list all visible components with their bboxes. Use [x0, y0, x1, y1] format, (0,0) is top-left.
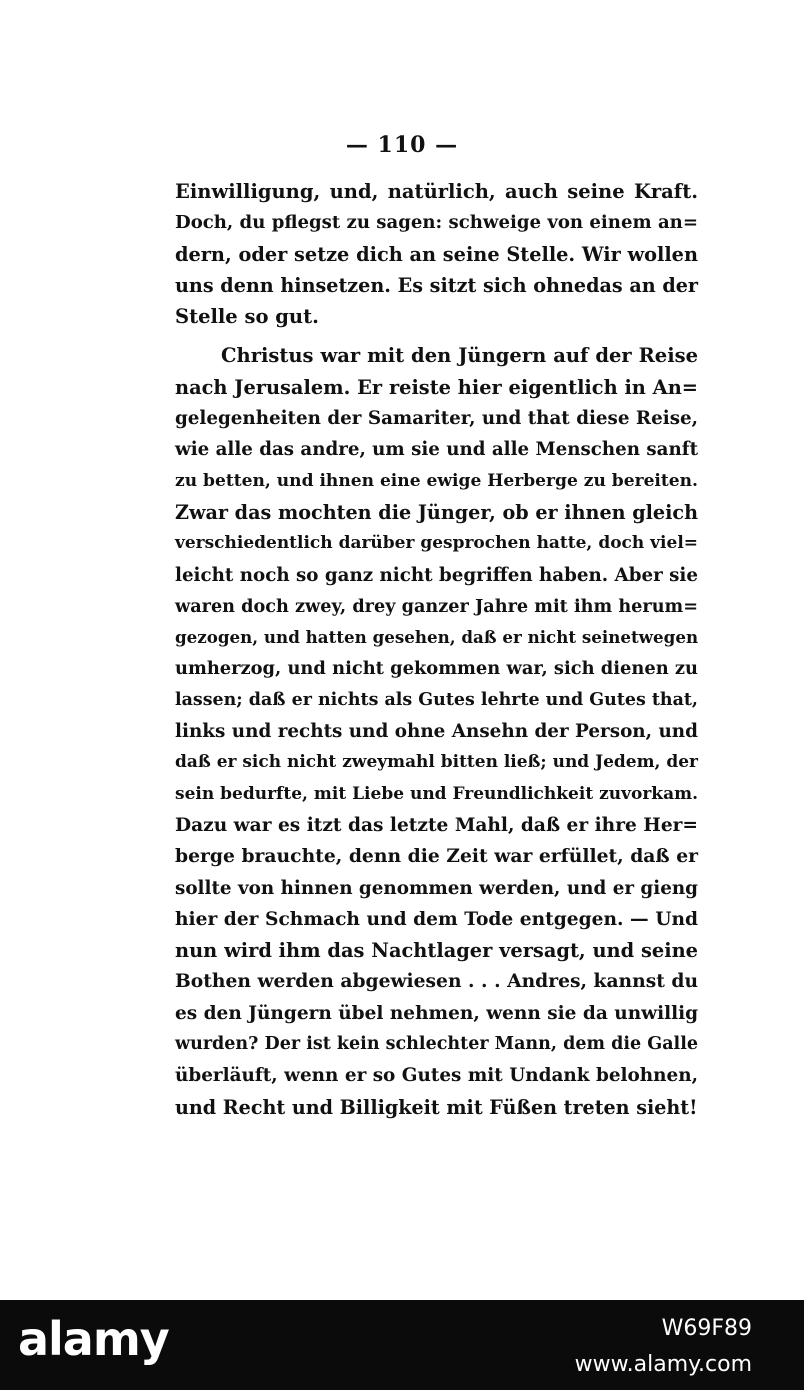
text-line: gezogen, und hatten gesehen, daß er nicht seinetwegen [175, 627, 699, 648]
text-line: lassen; daß er nichts als Gutes lehrte und Gutes that, [175, 689, 698, 710]
text-line: Doch, du pflegst zu sagen: schweige von einem an= [175, 212, 698, 234]
text-line: sollte von hinnen genommen werden, und er gieng [175, 877, 698, 899]
text-line: überläuft, wenn er so Gutes mit Undank belohnen, [175, 1065, 698, 1087]
text-line: Zwar das mochten die Jünger, ob er ihnen gleich [175, 500, 698, 524]
text-line: verschiedentlich darüber gesprochen hatte, doch viel= [175, 533, 698, 554]
text-line: Christus war mit den Jüngern auf der Reise [221, 344, 698, 368]
text-line: wurden? Der ist kein schlechter Mann, dem die Galle [175, 1034, 699, 1055]
text-line: Dazu war es itzt das letzte Mahl, daß er ihre Her= [175, 814, 698, 836]
text-line: daß er sich nicht zweymahl bitten ließ; und Jedem, der [175, 752, 698, 773]
text-line: Einwilligung, und, natürlich, auch seine Kraft. [175, 180, 698, 203]
text-line: zu betten, und ihnen eine ewige Herberge zu bereiten. [175, 470, 698, 491]
body-text [175, 176, 698, 1123]
text-line: nun wird ihm das Nachtlager versagt, und seine [175, 939, 698, 963]
text-line: leicht noch so ganz nicht begriffen haben. Aber sie [175, 564, 698, 586]
text-line: waren doch zwey, drey ganzer Jahre mit ihm herum= [175, 595, 699, 617]
paragraph-2 [175, 340, 698, 1122]
paragraph-1 [175, 176, 698, 332]
text-line: Bothen werden abgewiesen . . . Andres, kannst du [175, 970, 699, 993]
text-line: links und rechts und ohne Ansehn der Person, und [175, 721, 698, 743]
image-id: W69F89 [661, 1316, 752, 1341]
alamy-logo: alamy [18, 1312, 169, 1366]
page-number-header: — 110 — [345, 132, 459, 158]
text-line: umherzog, und nicht gekommen war, sich dienen zu [175, 658, 698, 680]
text-line: nach Jerusalem. Er reiste hier eigentlich in An= [175, 375, 698, 399]
text-line: gelegenheiten der Samariter, und that diese Reise, [175, 408, 698, 430]
text-line: sein bedurfte, mit Liebe und Freundlichkeit zuvorkam. [175, 783, 698, 804]
watermark-footer [0, 1300, 804, 1390]
text-line: es den Jüngern übel nehmen, wenn sie da unwillig [175, 1002, 699, 1024]
watermark-url: www.alamy.com [574, 1352, 752, 1377]
text-line: berge brauchte, denn die Zeit war erfüllet, daß er [175, 845, 698, 868]
text-line: hier der Schmach und dem Tode entgegen. — Und [175, 908, 698, 930]
text-line: Stelle so gut. [175, 305, 319, 329]
text-line: dern, oder setze dich an seine Stelle. Wir wollen [175, 242, 698, 266]
text-line: wie alle das andre, um sie und alle Menschen sanft [175, 439, 698, 461]
text-line: uns denn hinsetzen. Es sitzt sich ohnedas an der [175, 273, 698, 297]
text-line: und Recht und Billigkeit mit Füßen treten sieht! [175, 1095, 698, 1119]
